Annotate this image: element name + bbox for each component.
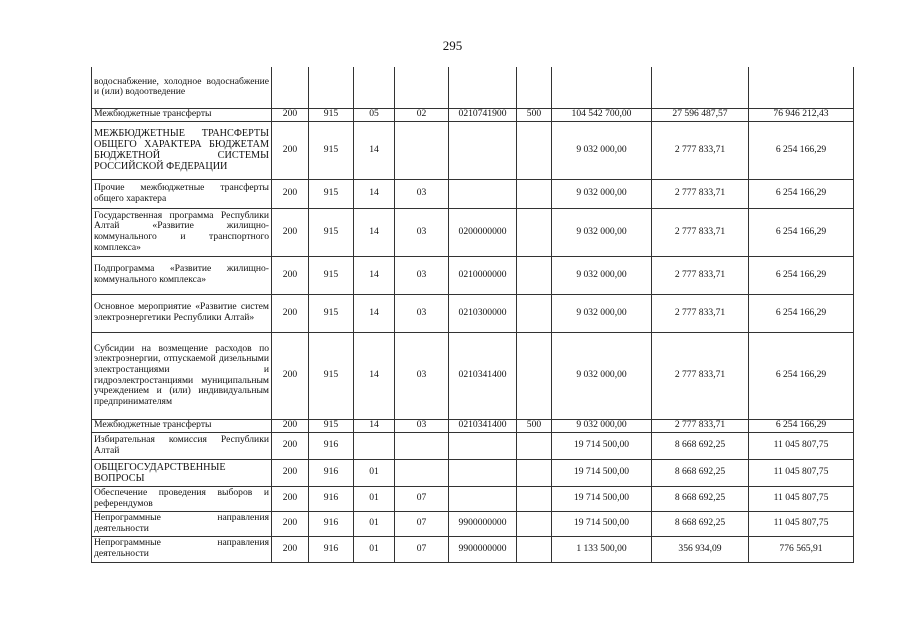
code-section: 14: [354, 294, 395, 332]
code-subsection: [395, 67, 449, 108]
amount-approved: 19 714 500,00: [552, 459, 652, 486]
code-subsection: 02: [395, 108, 449, 121]
code-section: 14: [354, 256, 395, 294]
code-subsection: 03: [395, 419, 449, 432]
row-name: МЕЖБЮДЖЕТНЫЕ ТРАНСФЕРТЫ ОБЩЕГО ХАРАКТЕРА БЮДЖЕТАМ БЮДЖЕТНОЙ СИСТЕМЫ РОССИЙСКОЙ ФЕДЕРАЦИИ: [92, 121, 272, 179]
row-name: Межбюджетные трансферты: [92, 108, 272, 121]
row-name: Субсидии на возмещение расходов по электроэнергии, отпускаемой дизельными электростанциями и гидроэлектростанциями муниципальным учреждением и (или) индивидуальным предпринимателям: [92, 332, 272, 419]
code-target-item: [449, 179, 517, 208]
row-name: Обеспечение проведения выборов и референдумов: [92, 486, 272, 511]
code-expense-type: [517, 486, 552, 511]
amount-executed: 8 668 692,25: [652, 459, 749, 486]
code-ministry: 916: [309, 459, 354, 486]
code-ministry: 916: [309, 536, 354, 562]
code-subsection: 03: [395, 208, 449, 256]
code-expense-type: [517, 432, 552, 459]
amount-executed: 27 596 487,57: [652, 108, 749, 121]
table-row: [92, 486, 854, 511]
code-target-item: [449, 459, 517, 486]
amount-approved: 9 032 000,00: [552, 294, 652, 332]
code-subsection: [395, 121, 449, 179]
page-number: 295: [442, 38, 463, 53]
code-target-item: 0200000000: [449, 208, 517, 256]
code-target-item: [449, 486, 517, 511]
code-ministry: 915: [309, 332, 354, 419]
code-grbs: 200: [272, 179, 309, 208]
code-subsection: 07: [395, 511, 449, 536]
code-section: 05: [354, 108, 395, 121]
code-section: 14: [354, 419, 395, 432]
amount-remaining: 11 045 807,75: [749, 486, 854, 511]
code-ministry: 915: [309, 294, 354, 332]
amount-approved: 9 032 000,00: [552, 179, 652, 208]
table-row: [92, 432, 854, 459]
code-ministry: 915: [309, 179, 354, 208]
amount-remaining: 6 254 166,29: [749, 179, 854, 208]
code-target-item: [449, 432, 517, 459]
code-expense-type: [517, 459, 552, 486]
code-section: 01: [354, 511, 395, 536]
table-body: [92, 67, 854, 562]
table-row: [92, 67, 854, 108]
code-ministry: 916: [309, 511, 354, 536]
code-target-item: 0210300000: [449, 294, 517, 332]
code-expense-type: 500: [517, 419, 552, 432]
code-expense-type: [517, 332, 552, 419]
amount-approved: 19 714 500,00: [552, 511, 652, 536]
amount-approved: [552, 67, 652, 108]
code-expense-type: [517, 179, 552, 208]
row-name: водоснабжение, холодное водоснабжение и (или) водоотведение: [92, 67, 272, 108]
amount-approved: 9 032 000,00: [552, 419, 652, 432]
code-ministry: 915: [309, 208, 354, 256]
amount-executed: 2 777 833,71: [652, 256, 749, 294]
amount-remaining: 11 045 807,75: [749, 511, 854, 536]
amount-approved: 1 133 500,00: [552, 536, 652, 562]
code-target-item: 9900000000: [449, 536, 517, 562]
amount-remaining: 6 254 166,29: [749, 332, 854, 419]
amount-executed: 8 668 692,25: [652, 511, 749, 536]
amount-remaining: 11 045 807,75: [749, 432, 854, 459]
code-expense-type: [517, 256, 552, 294]
table-row: [92, 108, 854, 121]
code-expense-type: [517, 536, 552, 562]
table-row: [92, 294, 854, 332]
amount-executed: 8 668 692,25: [652, 432, 749, 459]
code-grbs: 200: [272, 419, 309, 432]
code-grbs: 200: [272, 536, 309, 562]
row-name: Подпрограмма «Развитие жилищно-коммунального комплекса»: [92, 256, 272, 294]
table-row: [92, 256, 854, 294]
code-expense-type: [517, 67, 552, 108]
amount-remaining: 6 254 166,29: [749, 256, 854, 294]
code-grbs: 200: [272, 432, 309, 459]
table-row: [92, 419, 854, 432]
code-expense-type: [517, 208, 552, 256]
code-grbs: 200: [272, 108, 309, 121]
code-ministry: 915: [309, 121, 354, 179]
code-section: [354, 67, 395, 108]
code-target-item: [449, 67, 517, 108]
code-grbs: 200: [272, 294, 309, 332]
code-subsection: 07: [395, 486, 449, 511]
code-grbs: 200: [272, 332, 309, 419]
budget-table: [91, 67, 854, 563]
code-subsection: 07: [395, 536, 449, 562]
code-target-item: 0210000000: [449, 256, 517, 294]
code-ministry: [309, 67, 354, 108]
row-name: Межбюджетные трансферты: [92, 419, 272, 432]
code-ministry: 916: [309, 486, 354, 511]
row-name: Основное мероприятие «Развитие систем электроэнергетики Республики Алтай»: [92, 294, 272, 332]
row-name: Непрограммные направления деятельности: [92, 511, 272, 536]
amount-approved: 19 714 500,00: [552, 486, 652, 511]
code-expense-type: [517, 294, 552, 332]
row-name: Непрограммные направления деятельности: [92, 536, 272, 562]
code-section: 14: [354, 121, 395, 179]
amount-executed: 2 777 833,71: [652, 121, 749, 179]
amount-approved: 9 032 000,00: [552, 208, 652, 256]
code-section: 01: [354, 536, 395, 562]
code-grbs: 200: [272, 459, 309, 486]
amount-executed: [652, 67, 749, 108]
row-name: Прочие межбюджетные трансферты общего характера: [92, 179, 272, 208]
code-target-item: 0210341400: [449, 419, 517, 432]
amount-remaining: 776 565,91: [749, 536, 854, 562]
amount-remaining: 11 045 807,75: [749, 459, 854, 486]
row-name: Государственная программа Республики Алтай «Развитие жилищно-коммунального и транспортного комплекса»: [92, 208, 272, 256]
row-name: ОБЩЕГОСУДАРСТВЕННЫЕ ВОПРОСЫ: [92, 459, 272, 486]
code-expense-type: [517, 511, 552, 536]
table-row: [92, 332, 854, 419]
table-row: [92, 121, 854, 179]
code-grbs: 200: [272, 511, 309, 536]
code-subsection: 03: [395, 256, 449, 294]
code-grbs: 200: [272, 208, 309, 256]
amount-approved: 9 032 000,00: [552, 256, 652, 294]
row-name: Избирательная комиссия Республики Алтай: [92, 432, 272, 459]
code-subsection: [395, 459, 449, 486]
code-subsection: 03: [395, 332, 449, 419]
amount-remaining: 6 254 166,29: [749, 294, 854, 332]
code-grbs: 200: [272, 486, 309, 511]
amount-approved: 104 542 700,00: [552, 108, 652, 121]
code-section: 01: [354, 486, 395, 511]
amount-approved: 19 714 500,00: [552, 432, 652, 459]
code-target-item: 0210741900: [449, 108, 517, 121]
code-grbs: 200: [272, 121, 309, 179]
code-section: 14: [354, 332, 395, 419]
table-row: [92, 511, 854, 536]
code-ministry: 915: [309, 419, 354, 432]
code-target-item: 0210341400: [449, 332, 517, 419]
amount-remaining: 6 254 166,29: [749, 208, 854, 256]
code-grbs: 200: [272, 256, 309, 294]
amount-executed: 2 777 833,71: [652, 332, 749, 419]
amount-executed: 356 934,09: [652, 536, 749, 562]
amount-remaining: 76 946 212,43: [749, 108, 854, 121]
amount-remaining: 6 254 166,29: [749, 419, 854, 432]
code-subsection: 03: [395, 179, 449, 208]
code-ministry: 915: [309, 256, 354, 294]
amount-remaining: 6 254 166,29: [749, 121, 854, 179]
code-ministry: 916: [309, 432, 354, 459]
code-grbs: [272, 67, 309, 108]
table-row: [92, 208, 854, 256]
amount-approved: 9 032 000,00: [552, 121, 652, 179]
amount-approved: 9 032 000,00: [552, 332, 652, 419]
amount-executed: 2 777 833,71: [652, 208, 749, 256]
code-expense-type: 500: [517, 108, 552, 121]
code-expense-type: [517, 121, 552, 179]
code-section: 01: [354, 459, 395, 486]
table-row: [92, 536, 854, 562]
table-row: [92, 179, 854, 208]
code-subsection: [395, 432, 449, 459]
code-ministry: 915: [309, 108, 354, 121]
code-target-item: [449, 121, 517, 179]
code-section: 14: [354, 208, 395, 256]
code-subsection: 03: [395, 294, 449, 332]
amount-remaining: [749, 67, 854, 108]
code-section: [354, 432, 395, 459]
amount-executed: 2 777 833,71: [652, 179, 749, 208]
amount-executed: 8 668 692,25: [652, 486, 749, 511]
amount-executed: 2 777 833,71: [652, 419, 749, 432]
code-section: 14: [354, 179, 395, 208]
code-target-item: 9900000000: [449, 511, 517, 536]
table-row: [92, 459, 854, 486]
amount-executed: 2 777 833,71: [652, 294, 749, 332]
